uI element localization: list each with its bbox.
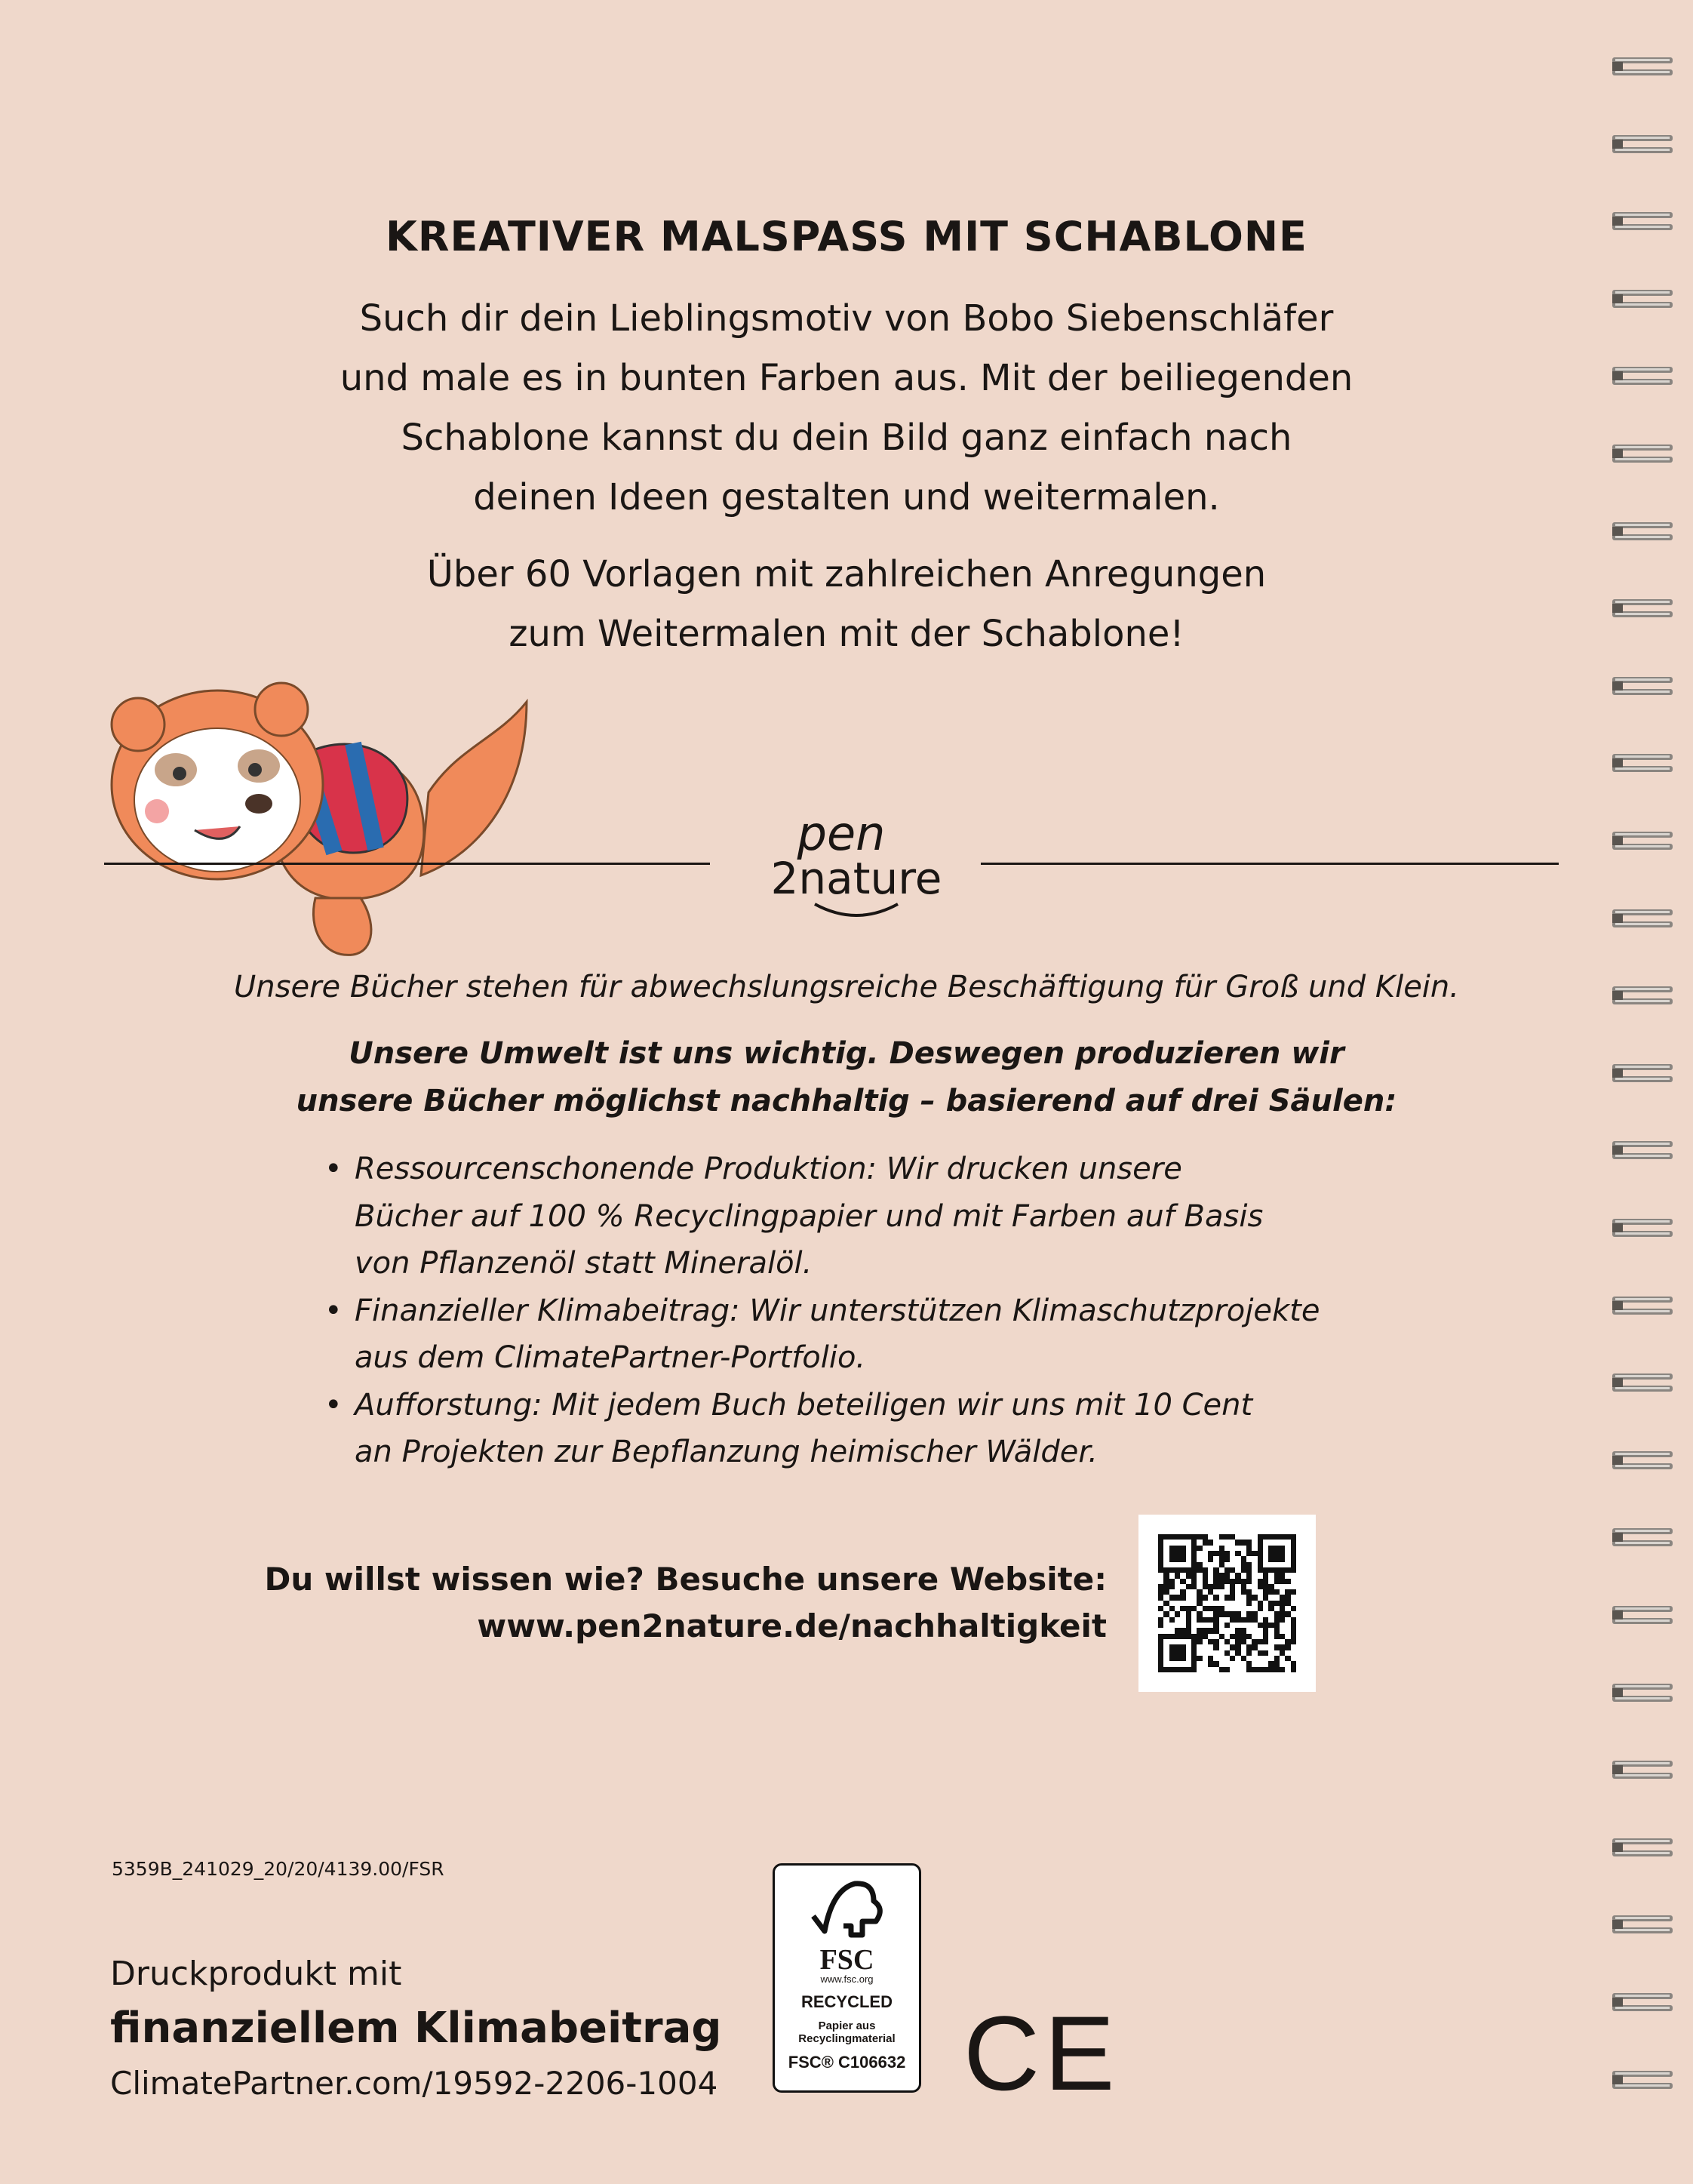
spiral-ring — [1612, 596, 1673, 622]
spiral-ring — [1612, 1370, 1673, 1396]
print-code: 5359B_241029_20/20/4139.00/FSR — [112, 1858, 444, 1880]
spiral-ring — [1612, 1681, 1673, 1706]
spiral-ring — [1612, 1835, 1673, 1861]
spiral-ring — [1612, 132, 1673, 158]
spiral-ring — [1612, 1138, 1673, 1164]
highlight-line: Über 60 Vorlagen mit zahlreichen Anregungen — [426, 553, 1267, 595]
intro-line: deinen Ideen gestalten und weitermalen. — [473, 476, 1220, 518]
spiral-ring — [1612, 1525, 1673, 1551]
spiral-ring — [1612, 441, 1673, 467]
intro-line: Schablone kannst du dein Bild ganz einfach nach — [401, 417, 1292, 459]
spiral-ring — [1612, 1061, 1673, 1087]
spiral-ring — [1612, 519, 1673, 545]
highlight-line: zum Weitermalen mit der Schablone! — [509, 613, 1184, 655]
logo-text-pen: pen — [797, 806, 886, 861]
divider-line-right — [981, 863, 1559, 865]
spiral-ring — [1612, 209, 1673, 235]
spiral-ring — [1612, 983, 1673, 1009]
list-item: • Aufforstung: Mit jedem Buch beteiligen wir uns mit 10 Cent an Projekten zur Bepflanzung heimischer Wälder. — [324, 1382, 1381, 1476]
website-link[interactable]: www.pen2nature.de/nachhaltigkeit — [477, 1607, 1107, 1644]
spiral-ring — [1612, 1216, 1673, 1241]
spiral-ring — [1612, 287, 1673, 312]
climate-partner-link[interactable]: ClimatePartner.com/19592-2206-1004 — [110, 2065, 718, 2102]
spiral-ring — [1612, 1603, 1673, 1629]
website-callout — [265, 1556, 1108, 1650]
list-item: • Ressourcenschonende Produktion: Wir drucken unsere Bücher auf 100 % Recyclingpapier und mit Farben auf Basis von Pflanzenöl statt Mineralöl. — [324, 1146, 1381, 1287]
spiral-ring — [1612, 1448, 1673, 1474]
fsc-recycled-label: FSC www.fsc.org RECYCLED Papier aus Recyclingmaterial FSC® C106632 — [773, 1863, 921, 2093]
spiral-ring — [1612, 829, 1673, 854]
divider-line-left — [104, 863, 710, 865]
headline: KREATIVER MALSPASS MIT SCHABLONE — [386, 213, 1307, 260]
spiral-ring — [1612, 751, 1673, 777]
fsc-tree-checkmark-icon — [802, 1875, 893, 1943]
highlight-paragraph — [0, 545, 1693, 664]
spiral-ring — [1612, 364, 1673, 389]
spiral-ring — [1612, 1990, 1673, 2016]
climate-line-2: finanziellem Klimabeitrag — [110, 2004, 722, 2053]
spiral-ring — [1612, 54, 1673, 80]
website-prompt: Du willst wissen wie? Besuche unsere Website: — [264, 1561, 1107, 1598]
logo-smile-icon — [811, 900, 902, 923]
statement-line: Unsere Umwelt ist uns wichtig. Deswegen produzieren wir — [349, 1036, 1344, 1071]
pen2nature-logo — [747, 806, 966, 926]
spiral-ring — [1612, 674, 1673, 700]
sustainability-statement — [0, 1030, 1693, 1125]
intro-line: Such dir dein Lieblingsmotiv von Bobo Siebenschläfer — [359, 297, 1334, 340]
ce-mark: CE — [963, 1994, 1120, 2112]
intro-paragraph — [0, 289, 1693, 528]
sustainability-pillars-list — [324, 1146, 1381, 1476]
climate-line-1: Druckprodukt mit — [110, 1955, 402, 1993]
spiral-ring — [1612, 1293, 1673, 1319]
tagline: Unsere Bücher stehen für abwechslungsreiche Beschäftigung für Groß und Klein. — [234, 970, 1459, 1004]
bobo-mascot-illustration — [104, 679, 549, 966]
spiral-ring — [1612, 2068, 1673, 2093]
qr-code[interactable] — [1138, 1515, 1316, 1692]
statement-line: unsere Bücher möglichst nachhaltig – basierend auf drei Säulen: — [296, 1084, 1397, 1118]
spiral-ring — [1612, 906, 1673, 932]
list-item: • Finanzieller Klimabeitrag: Wir unterstützen Klimaschutzprojekte aus dem ClimatePartner-Portfolio. — [324, 1287, 1381, 1382]
intro-line: und male es in bunten Farben aus. Mit der beiliegenden — [340, 357, 1353, 399]
logo-text-2nature: 2nature — [770, 853, 942, 904]
spiral-ring — [1612, 1912, 1673, 1938]
spiral-ring — [1612, 1758, 1673, 1783]
